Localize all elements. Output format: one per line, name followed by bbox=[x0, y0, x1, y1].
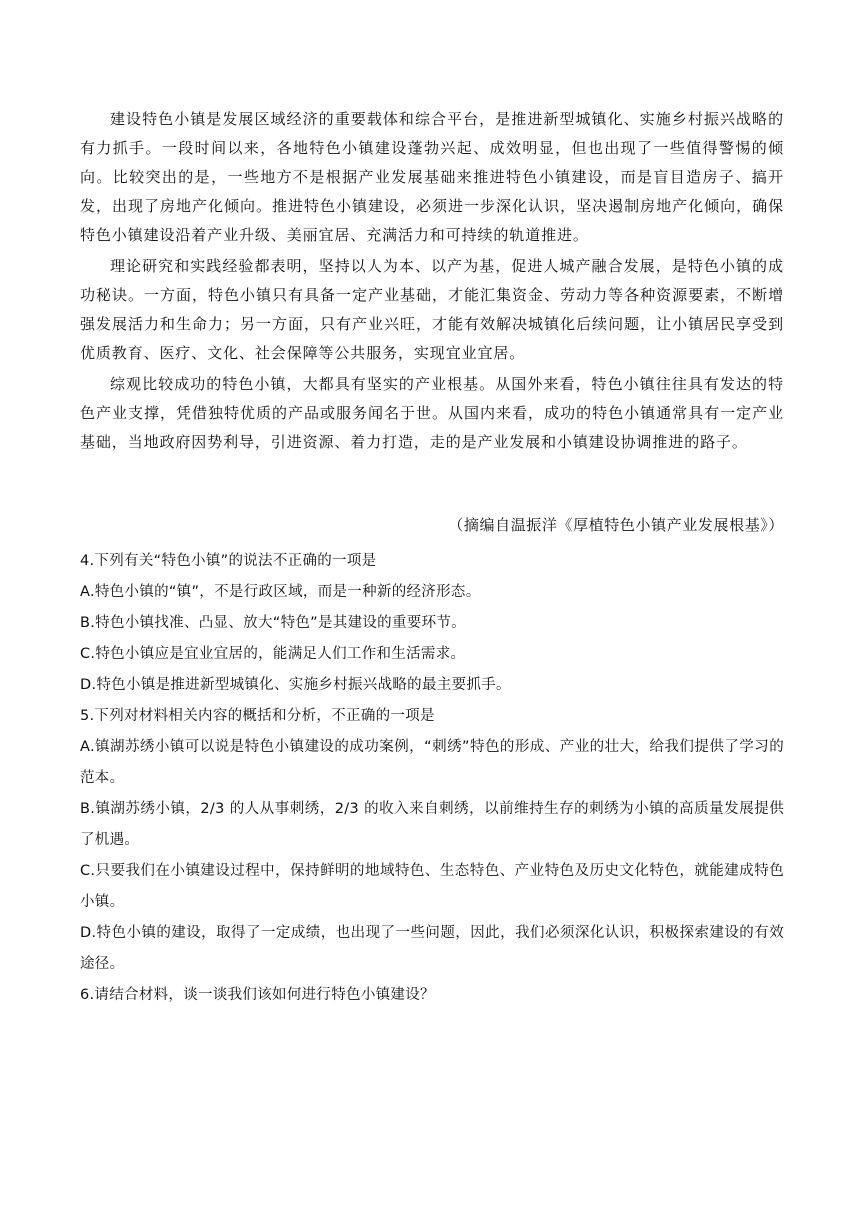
question-5 bbox=[80, 701, 784, 980]
question-5-option-b: B.镇湖苏绣小镇，2/3 的人从事刺绣，2/3 的收入来自刺绣，以前维持生存的刺绣为小镇的高质量发展提供了机遇。 bbox=[80, 801, 784, 848]
question-4-option-a: A.特色小镇的“镇”，不是行政区域，而是一种新的经济形态。 bbox=[80, 584, 481, 600]
question-5-option-c: C.只要我们在小镇建设过程中，保持鲜明的地域特色、生态特色、产业特色及历史文化特色，就能建成特色小镇。 bbox=[80, 863, 784, 910]
passage-paragraph-3: 综观比较成功的特色小镇，大都具有坚实的产业根基。从国外来看，特色小镇往往具有发达的特色产业支撑，凭借独特优质的产品或服务闻名于世。从国内来看，成功的特色小镇通常具有一定产业基础，当地政府因势利导，引进资源、着力打造，走的是产业发展和小镇建设协调推进的路子。 bbox=[80, 375, 784, 451]
question-5-option-a: A.镇湖苏绣小镇可以说是特色小镇建设的成功案例，“刺绣”特色的形成、产业的壮大，给我们提供了学习的范本。 bbox=[80, 739, 784, 786]
question-4-option-d: D.特色小镇是推进新型城镇化、实施乡村振兴战略的最主要抓手。 bbox=[80, 677, 511, 693]
question-4-option-b: B.特色小镇找准、凸显、放大“特色”是其建设的重要环节。 bbox=[80, 615, 466, 631]
question-section bbox=[80, 546, 784, 1011]
passage-source: （摘编自温振洋《厚植特色小镇产业发展根基》） bbox=[448, 516, 784, 534]
question-4-option-c: C.特色小镇应是宜业宜居的，能满足人们工作和生活需求。 bbox=[80, 646, 466, 662]
passage-paragraph-1: 建设特色小镇是发展区域经济的重要载体和综合平台，是推进新型城镇化、实施乡村振兴战略的有力抓手。一段时间以来，各地特色小镇建设蓬勃兴起、成效明显，但也出现了一些值得警惕的倾向。比较突出的是，一些地方不是根据产业发展基础来推进特色小镇建设，而是盲目造房子、搞开发，出现了房地产化倾向。推进特色小镇建设，必须进一步深化认识，坚决遏制房地产化倾向，确保特色小镇建设沿着产业升级、美丽宜居、充满活力和可持续的轨道推进。 bbox=[80, 110, 784, 244]
question-5-stem: 5.下列对材料相关内容的概括和分析，不正确的一项是 bbox=[80, 708, 435, 724]
question-6 bbox=[80, 980, 784, 1011]
question-6-stem: 6.请结合材料，谈一谈我们该如何进行特色小镇建设？ bbox=[80, 987, 435, 1003]
question-4-stem: 4.下列有关“特色小镇”的说法不正确的一项是 bbox=[80, 553, 377, 569]
question-4 bbox=[80, 546, 784, 701]
passage-paragraph-2: 理论研究和实践经验都表明，坚持以人为本、以产为基，促进人城产融合发展，是特色小镇的成功秘诀。一方面，特色小镇只有具备一定产业基础，才能汇集资金、劳动力等各种资源要素，不断增强发展活力和生命力；另一方面，只有产业兴旺，才能有效解决城镇化后续问题，让小镇居民享受到优质教育、医疗、文化、社会保障等公共服务，实现宜业宜居。 bbox=[80, 257, 784, 362]
question-5-option-d: D.特色小镇的建设，取得了一定成绩，也出现了一些问题，因此，我们必须深化认识，积极探索建设的有效途径。 bbox=[80, 925, 784, 972]
reading-passage bbox=[80, 105, 784, 459]
